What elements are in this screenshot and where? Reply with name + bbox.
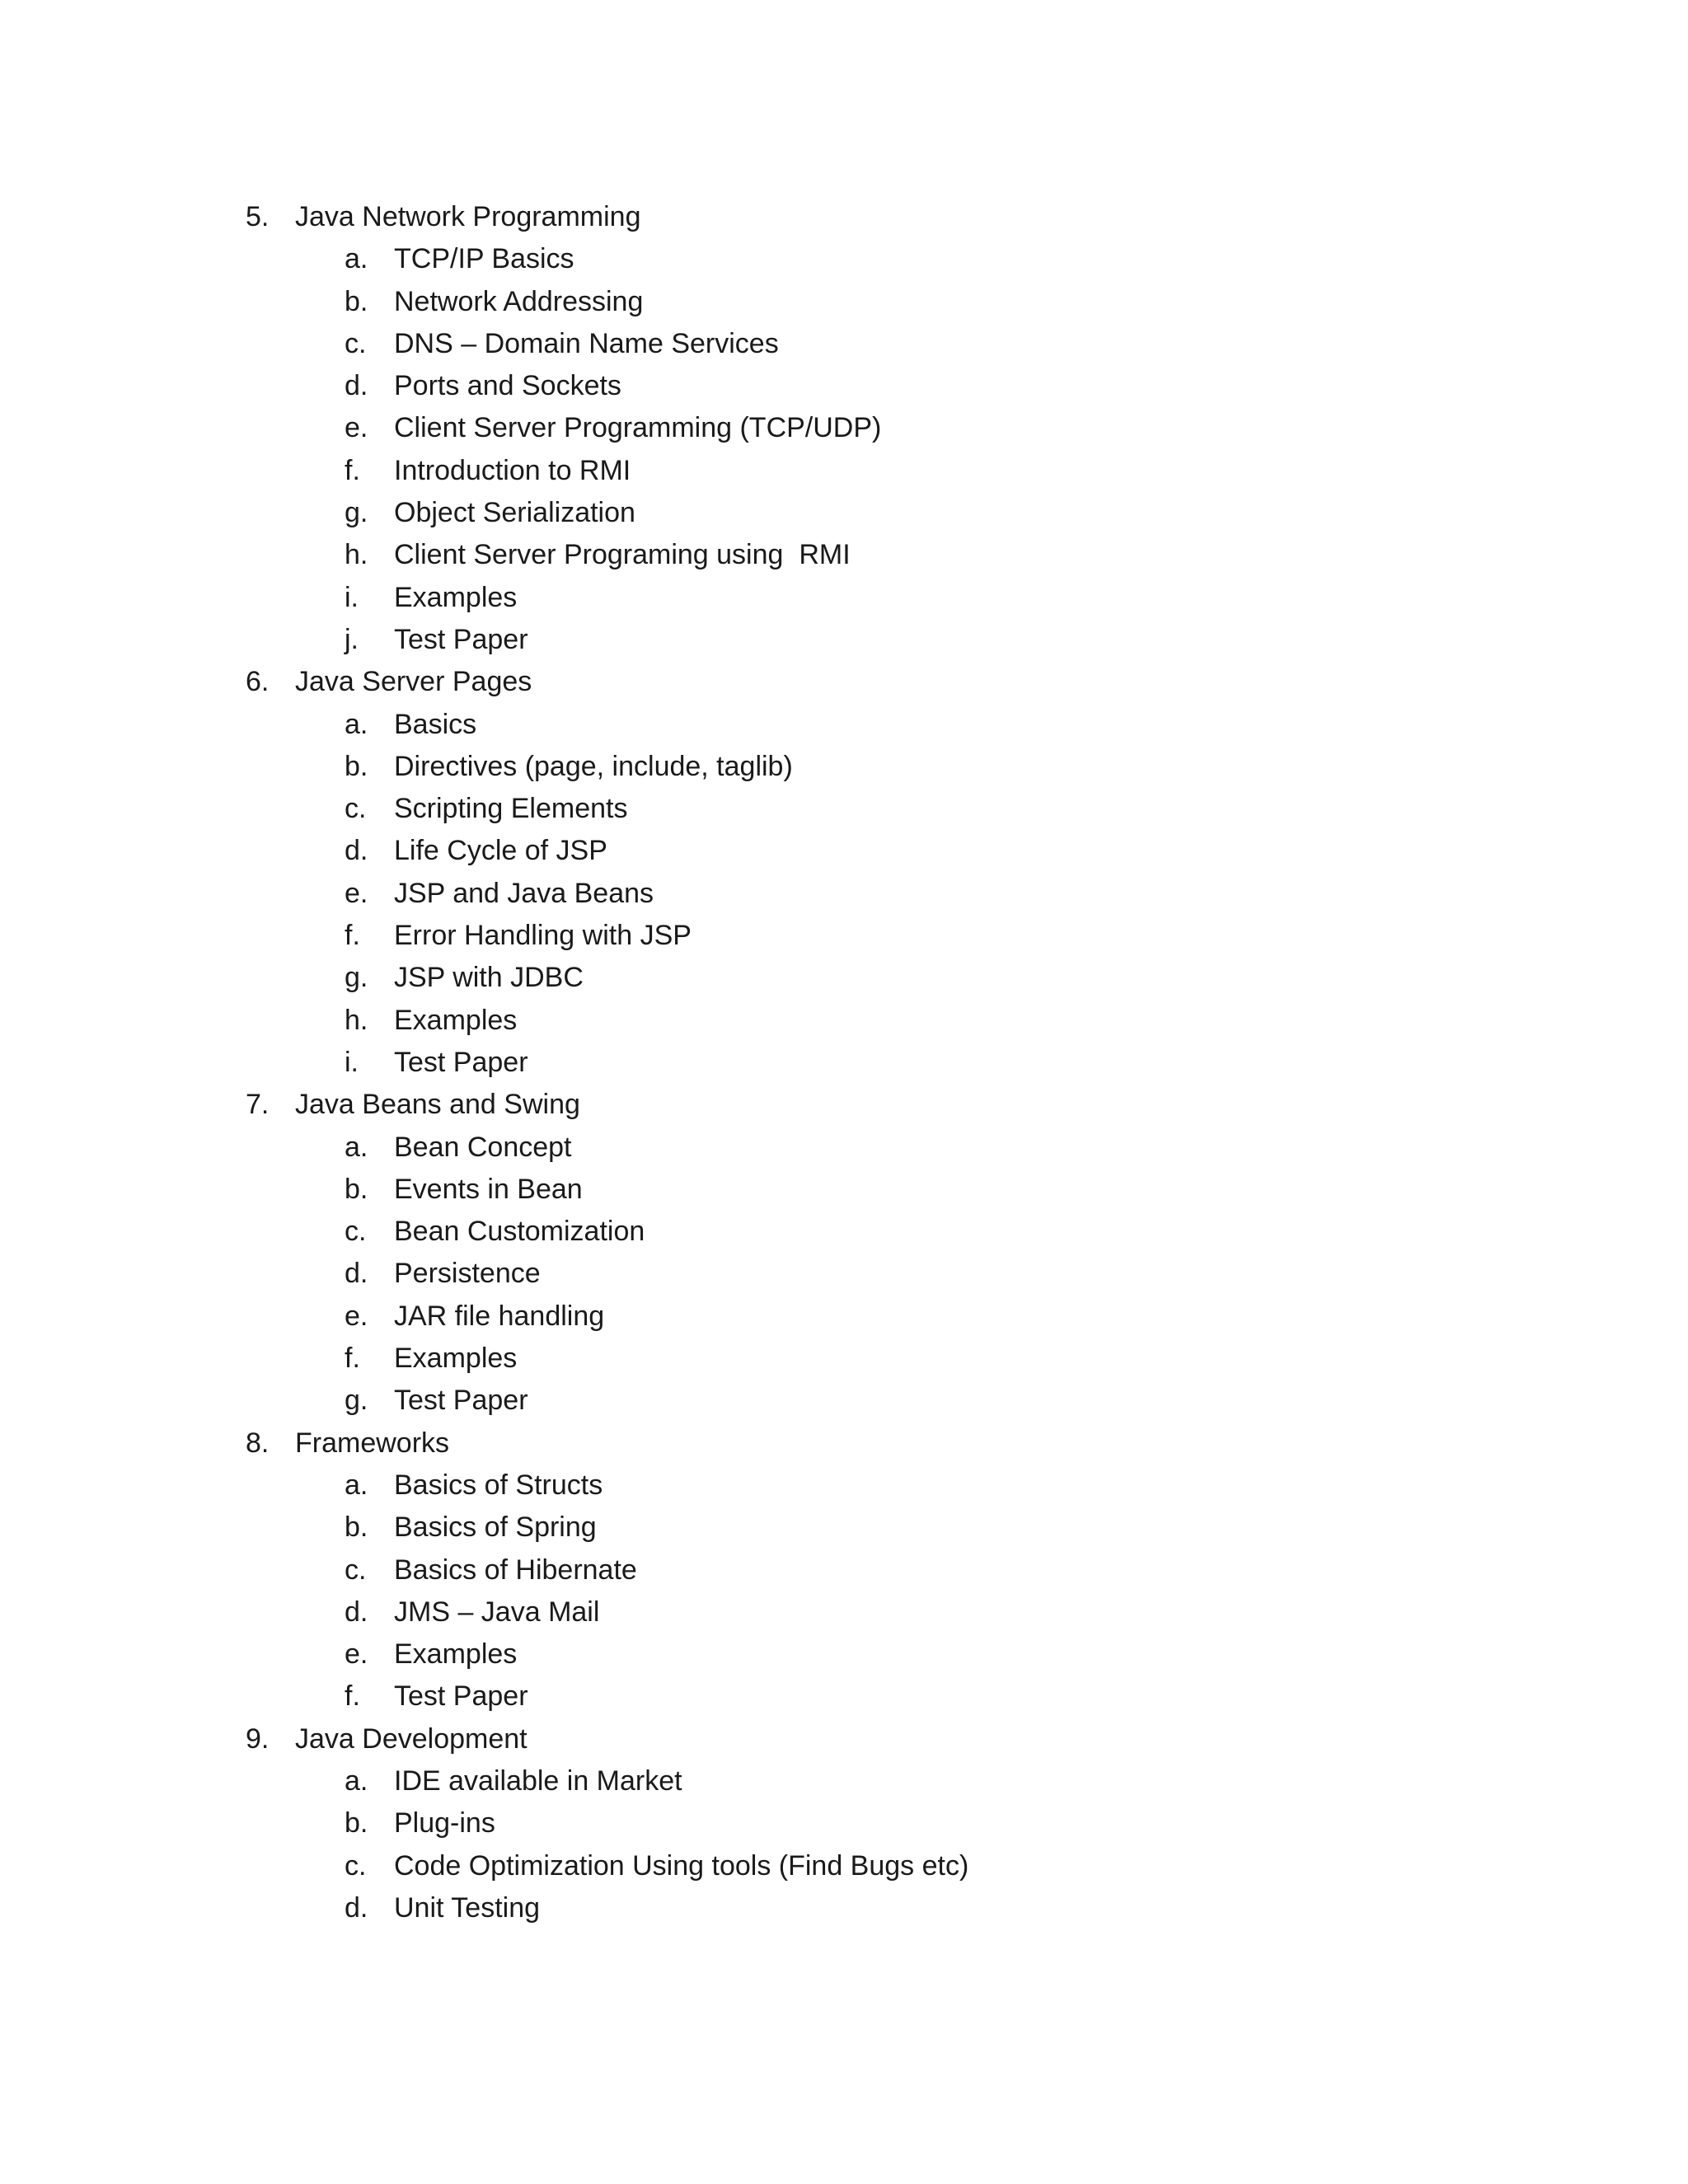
- section-heading: [246, 1422, 968, 1465]
- item-text: Network Addressing: [394, 285, 644, 317]
- section-heading: [246, 1718, 968, 1760]
- item-text: Directives (page, include, taglib): [394, 750, 793, 782]
- item-text: JMS – Java Mail: [394, 1596, 600, 1628]
- item-letter: d.: [345, 1596, 368, 1628]
- list-item: [246, 704, 968, 746]
- section-title: Java Development: [295, 1722, 528, 1755]
- item-letter: c.: [345, 1216, 367, 1248]
- item-letter: g.: [345, 497, 368, 529]
- item-text: Bean Customization: [394, 1216, 645, 1248]
- item-letter: d.: [345, 835, 368, 867]
- item-letter: f.: [345, 1343, 360, 1375]
- item-letter: a.: [345, 1131, 368, 1163]
- item-letter: c.: [345, 1849, 367, 1882]
- item-text: Life Cycle of JSP: [394, 835, 607, 867]
- section-title: Java Beans and Swing: [295, 1089, 580, 1121]
- item-text: Introduction to RMI: [394, 454, 631, 486]
- item-text: Test Paper: [394, 1680, 528, 1713]
- section-heading: [246, 1084, 968, 1126]
- item-text: Object Serialization: [394, 497, 635, 529]
- list-item: [246, 1507, 968, 1549]
- item-text: Basics of Hibernate: [394, 1554, 637, 1586]
- list-item: [246, 1338, 968, 1380]
- item-text: Examples: [394, 1638, 518, 1671]
- list-item: [246, 830, 968, 872]
- list-item: [246, 323, 968, 365]
- item-letter: i.: [345, 581, 359, 613]
- list-item: [246, 450, 968, 492]
- item-text: Basics of Spring: [394, 1511, 597, 1544]
- list-item: [246, 1675, 968, 1718]
- item-text: JSP and Java Beans: [394, 877, 654, 909]
- item-letter: b.: [345, 1173, 368, 1205]
- list-item: [246, 534, 968, 576]
- list-item: [246, 577, 968, 619]
- item-letter: a.: [345, 708, 368, 740]
- item-text: Examples: [394, 1004, 518, 1036]
- list-item: [246, 1887, 968, 1929]
- item-text: Scripting Elements: [394, 793, 628, 825]
- item-text: Error Handling with JSP: [394, 920, 692, 952]
- item-letter: g.: [345, 962, 368, 994]
- item-letter: c.: [345, 793, 367, 825]
- item-letter: e.: [345, 412, 368, 444]
- item-letter: h.: [345, 539, 368, 571]
- item-text: Ports and Sockets: [394, 370, 621, 402]
- item-text: JSP with JDBC: [394, 962, 584, 994]
- item-text: Unit Testing: [394, 1891, 541, 1924]
- item-text: Basics: [394, 708, 477, 740]
- list-item: [246, 1633, 968, 1675]
- item-letter: e.: [345, 1300, 368, 1332]
- item-text: IDE available in Market: [394, 1765, 682, 1797]
- item-letter: f.: [345, 920, 360, 952]
- list-item: [246, 1465, 968, 1507]
- item-letter: h.: [345, 1004, 368, 1036]
- item-letter: a.: [345, 1765, 368, 1797]
- item-letter: b.: [345, 285, 368, 317]
- item-text: Test Paper: [394, 1385, 528, 1417]
- section-title: Java Server Pages: [295, 666, 532, 698]
- item-text: Plug-ins: [394, 1807, 495, 1840]
- list-item: [246, 1253, 968, 1295]
- list-item: [246, 746, 968, 788]
- section-number: 7.: [246, 1089, 270, 1121]
- list-item: [246, 1042, 968, 1084]
- list-item: [246, 1380, 968, 1422]
- list-item: [246, 1760, 968, 1802]
- list-item: [246, 1211, 968, 1253]
- list-item: [246, 1802, 968, 1844]
- item-letter: d.: [345, 1891, 368, 1924]
- section-heading: [246, 661, 968, 703]
- item-text: Examples: [394, 581, 518, 613]
- section-heading: [246, 196, 968, 238]
- section-number: 8.: [246, 1427, 270, 1459]
- item-letter: f.: [345, 454, 360, 486]
- item-text: Examples: [394, 1343, 518, 1375]
- list-item: [246, 238, 968, 280]
- item-text: Events in Bean: [394, 1173, 583, 1205]
- list-item: [246, 407, 968, 449]
- list-item: [246, 1000, 968, 1042]
- list-item: [246, 873, 968, 915]
- section-title: Java Network Programming: [295, 201, 641, 232]
- item-text: Code Optimization Using tools (Find Bugs etc): [394, 1849, 969, 1882]
- item-letter: f.: [345, 1680, 360, 1713]
- section-number: 9.: [246, 1722, 270, 1755]
- item-text: JAR file handling: [394, 1300, 605, 1332]
- item-text: Client Server Programming (TCP/UDP): [394, 412, 882, 444]
- list-item: [246, 1845, 968, 1887]
- item-text: DNS – Domain Name Services: [394, 327, 779, 359]
- list-item: [246, 1296, 968, 1338]
- item-letter: a.: [345, 1469, 368, 1501]
- list-item: [246, 1127, 968, 1169]
- item-letter: g.: [345, 1385, 368, 1417]
- item-letter: e.: [345, 877, 368, 909]
- list-item: [246, 281, 968, 323]
- item-text: Bean Concept: [394, 1131, 572, 1163]
- item-text: Basics of Structs: [394, 1469, 603, 1501]
- item-letter: i.: [345, 1046, 359, 1078]
- item-letter: b.: [345, 1807, 368, 1840]
- item-letter: e.: [345, 1638, 368, 1671]
- item-text: Test Paper: [394, 1046, 528, 1078]
- item-letter: d.: [345, 370, 368, 402]
- list-item: [246, 492, 968, 534]
- item-letter: c.: [345, 1554, 367, 1586]
- item-letter: a.: [345, 243, 368, 275]
- course-outline: [246, 196, 968, 1929]
- item-letter: b.: [345, 1511, 368, 1544]
- item-letter: j.: [345, 623, 359, 655]
- list-item: [246, 1549, 968, 1591]
- item-text: TCP/IP Basics: [394, 243, 574, 275]
- item-text: Client Server Programing using RMI: [394, 539, 851, 571]
- list-item: [246, 788, 968, 830]
- item-letter: b.: [345, 750, 368, 782]
- section-number: 5.: [246, 201, 270, 232]
- item-text: Test Paper: [394, 623, 528, 655]
- section-number: 6.: [246, 666, 270, 698]
- section-title: Frameworks: [295, 1427, 450, 1459]
- list-item: [246, 957, 968, 999]
- item-letter: d.: [345, 1258, 368, 1290]
- list-item: [246, 1169, 968, 1211]
- list-item: [246, 365, 968, 407]
- item-text: Persistence: [394, 1258, 541, 1290]
- list-item: [246, 1591, 968, 1633]
- item-letter: c.: [345, 327, 367, 359]
- list-item: [246, 915, 968, 957]
- list-item: [246, 619, 968, 661]
